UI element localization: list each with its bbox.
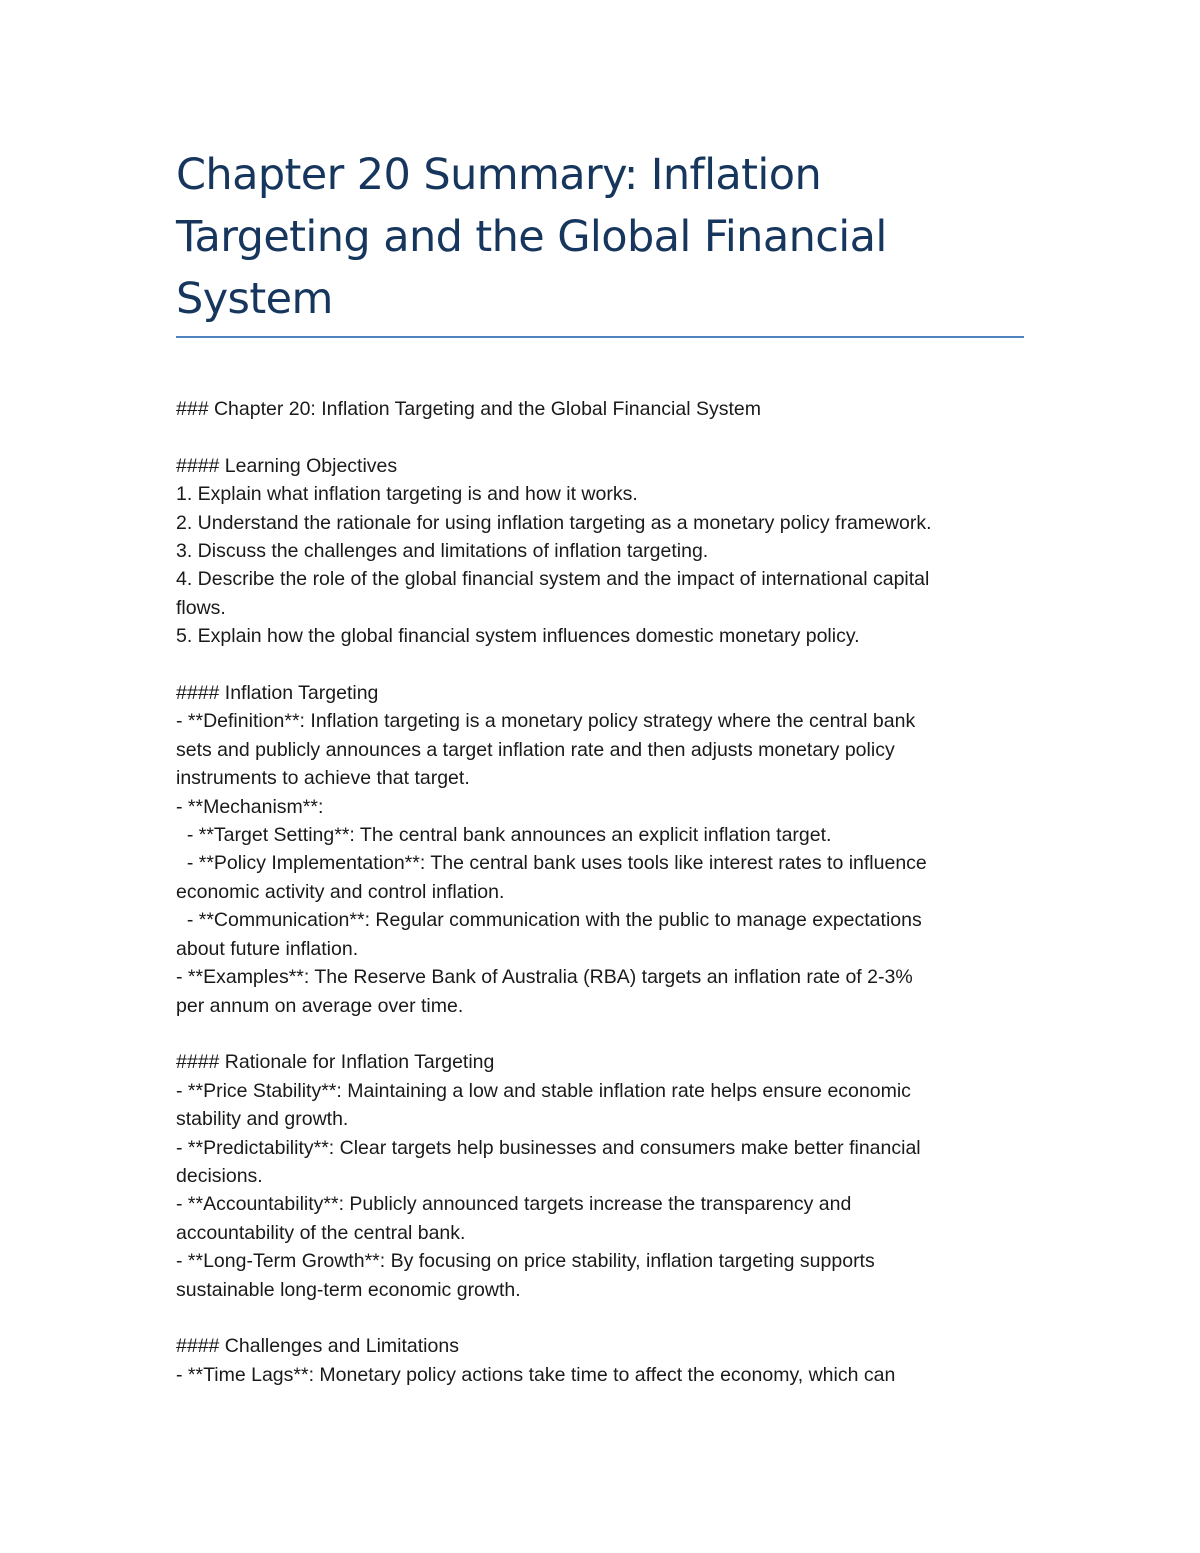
body-line: - **Predictability**: Clear targets help businesses and consumers make better financial	[176, 1136, 921, 1159]
body-line: 3. Discuss the challenges and limitations of inflation targeting.	[176, 540, 709, 563]
body-line: per annum on average over time.	[176, 994, 464, 1017]
body-line: #### Learning Objectives	[176, 454, 398, 477]
body-line: - **Accountability**: Publicly announced targets increase the transparency and	[176, 1193, 852, 1216]
document-body	[176, 395, 1026, 1389]
body-line: decisions.	[176, 1164, 263, 1187]
body-line: instruments to achieve that target.	[176, 767, 470, 790]
body-line	[176, 651, 1026, 679]
body-line: - **Target Setting**: The central bank announces an explicit inflation target.	[176, 824, 832, 847]
body-line	[176, 423, 1026, 451]
body-line: - **Long-Term Growth**: By focusing on price stability, inflation targeting supports	[176, 1250, 875, 1273]
body-line: sustainable long-term economic growth.	[176, 1278, 521, 1301]
document-title	[176, 144, 1036, 330]
body-line: - **Communication**: Regular communication with the public to manage expectations	[176, 909, 922, 932]
title-line-1: Chapter 20 Summary: Inflation	[176, 150, 822, 200]
body-line: ### Chapter 20: Inflation Targeting and the Global Financial System	[176, 398, 761, 420]
title-underline-rule	[176, 336, 1024, 338]
body-line	[176, 1304, 1026, 1332]
body-line: flows.	[176, 596, 226, 619]
body-line: - **Policy Implementation**: The central bank uses tools like interest rates to influence	[176, 852, 927, 875]
body-line	[176, 1020, 1026, 1048]
body-line: #### Rationale for Inflation Targeting	[176, 1051, 495, 1074]
body-line: 4. Describe the role of the global financial system and the impact of international capital	[176, 568, 930, 591]
body-line: - **Price Stability**: Maintaining a low and stable inflation rate helps ensure economic	[176, 1079, 911, 1102]
body-line: accountability of the central bank.	[176, 1221, 466, 1244]
body-line: #### Inflation Targeting	[176, 682, 379, 705]
body-line: 2. Understand the rationale for using inflation targeting as a monetary policy framework.	[176, 511, 932, 534]
body-line: #### Challenges and Limitations	[176, 1335, 459, 1358]
body-line: - **Mechanism**:	[176, 795, 324, 818]
body-line: about future inflation.	[176, 937, 359, 960]
title-line-2: Targeting and the Global Financial	[176, 212, 887, 262]
body-line: 5. Explain how the global financial system influences domestic monetary policy.	[176, 625, 860, 648]
body-line: 1. Explain what inflation targeting is and how it works.	[176, 483, 638, 506]
title-line-3: System	[176, 274, 333, 324]
body-line: economic activity and control inflation.	[176, 880, 505, 903]
body-line: - **Time Lags**: Monetary policy actions take time to affect the economy, which can	[176, 1363, 896, 1386]
body-line: - **Examples**: The Reserve Bank of Australia (RBA) targets an inflation rate of 2-3%	[176, 966, 913, 989]
body-line: stability and growth.	[176, 1108, 349, 1131]
body-line: sets and publicly announces a target inflation rate and then adjusts monetary policy	[176, 738, 895, 761]
body-line: - **Definition**: Inflation targeting is a monetary policy strategy where the central bank	[176, 710, 916, 733]
